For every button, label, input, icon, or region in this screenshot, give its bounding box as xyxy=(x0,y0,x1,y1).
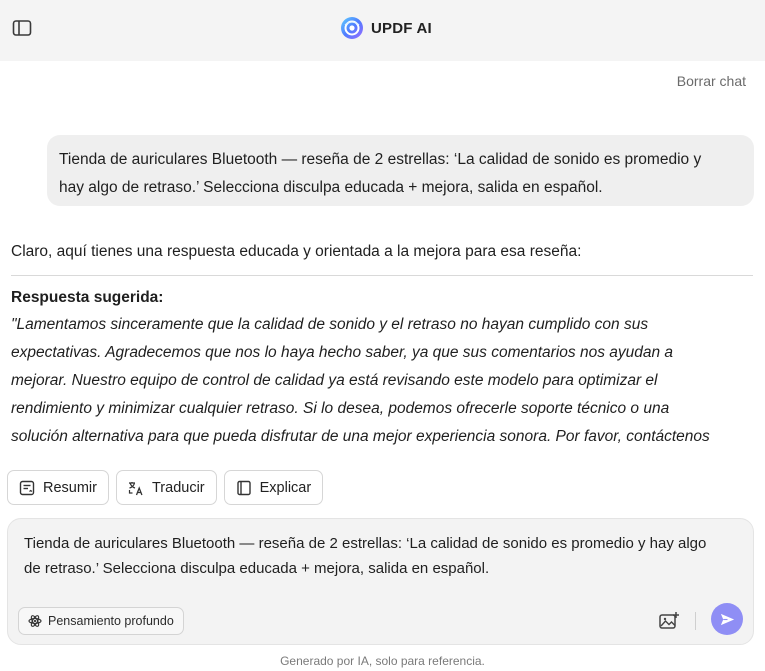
assistant-heading: Respuesta sugerida: xyxy=(11,289,164,306)
app-title: UPDF AI xyxy=(371,19,432,37)
message-composer[interactable] xyxy=(7,518,754,645)
send-icon xyxy=(719,611,736,628)
assistant-response-line: mejorar. Nuestro equipo de control de calidad ya está revisando este modelo para optimizar el xyxy=(11,372,658,389)
message-input-line: Tienda de auriculares Bluetooth — reseña de 2 estrellas: ‘La calidad de sonido es promedio y hay algo xyxy=(24,535,707,552)
user-message-line: hay algo de retraso.’ Selecciona disculpa educada + mejora, salida en español. xyxy=(59,179,603,196)
translate-label: Traducir xyxy=(151,479,205,496)
atom-icon xyxy=(28,614,42,628)
clear-chat-link[interactable]: Borrar chat xyxy=(676,73,746,89)
top-bar xyxy=(0,0,765,61)
book-icon xyxy=(235,479,253,497)
toolbar-divider xyxy=(695,612,696,630)
explain-label: Explicar xyxy=(259,479,312,496)
user-message-line: Tienda de auriculares Bluetooth — reseña de 2 estrellas: ‘La calidad de sonido es promedio y xyxy=(59,151,702,168)
assistant-response-line: rendimiento y minimizar cualquier retraso. Si lo desea, podemos ofrecerle soporte técnico o una xyxy=(11,400,670,417)
translate-button[interactable] xyxy=(116,470,217,505)
summarize-button[interactable] xyxy=(7,470,109,505)
message-input[interactable] xyxy=(24,531,734,581)
brand xyxy=(340,15,432,41)
message-input-line: de retraso.’ Selecciona disculpa educada + mejora, salida en español. xyxy=(24,560,490,577)
send-button[interactable] xyxy=(711,603,743,635)
assistant-response-line: "Lamentamos sinceramente que la calidad de sonido y el retraso no hayan cumplido con sus xyxy=(11,316,649,333)
summarize-icon xyxy=(18,479,36,497)
quick-actions xyxy=(7,470,323,505)
updf-ai-logo xyxy=(340,16,364,40)
assistant-response-line: solución alternativa para que pueda disfrutar de una mejor experiencia sonora. Por favor, contáctenos xyxy=(11,428,710,445)
deep-think-toggle[interactable] xyxy=(18,607,184,635)
sidebar-toggle-icon[interactable] xyxy=(12,19,32,37)
image-upload-icon[interactable] xyxy=(658,610,680,632)
user-message-bubble xyxy=(47,135,754,206)
assistant-response xyxy=(11,311,765,451)
divider xyxy=(11,275,753,276)
explain-button[interactable] xyxy=(224,470,324,505)
ai-disclaimer: Generado por IA, solo para referencia. xyxy=(280,654,485,668)
deep-think-label: Pensamiento profundo xyxy=(48,614,174,628)
assistant-response-line: expectativas. Agradecemos que nos lo haya hecho saber, ya que sus comentarios nos ayudan a xyxy=(11,344,674,361)
assistant-intro: Claro, aquí tienes una respuesta educada y orientada a la mejora para esa reseña: xyxy=(11,243,582,260)
translate-icon xyxy=(127,479,145,497)
summarize-label: Resumir xyxy=(43,479,97,496)
